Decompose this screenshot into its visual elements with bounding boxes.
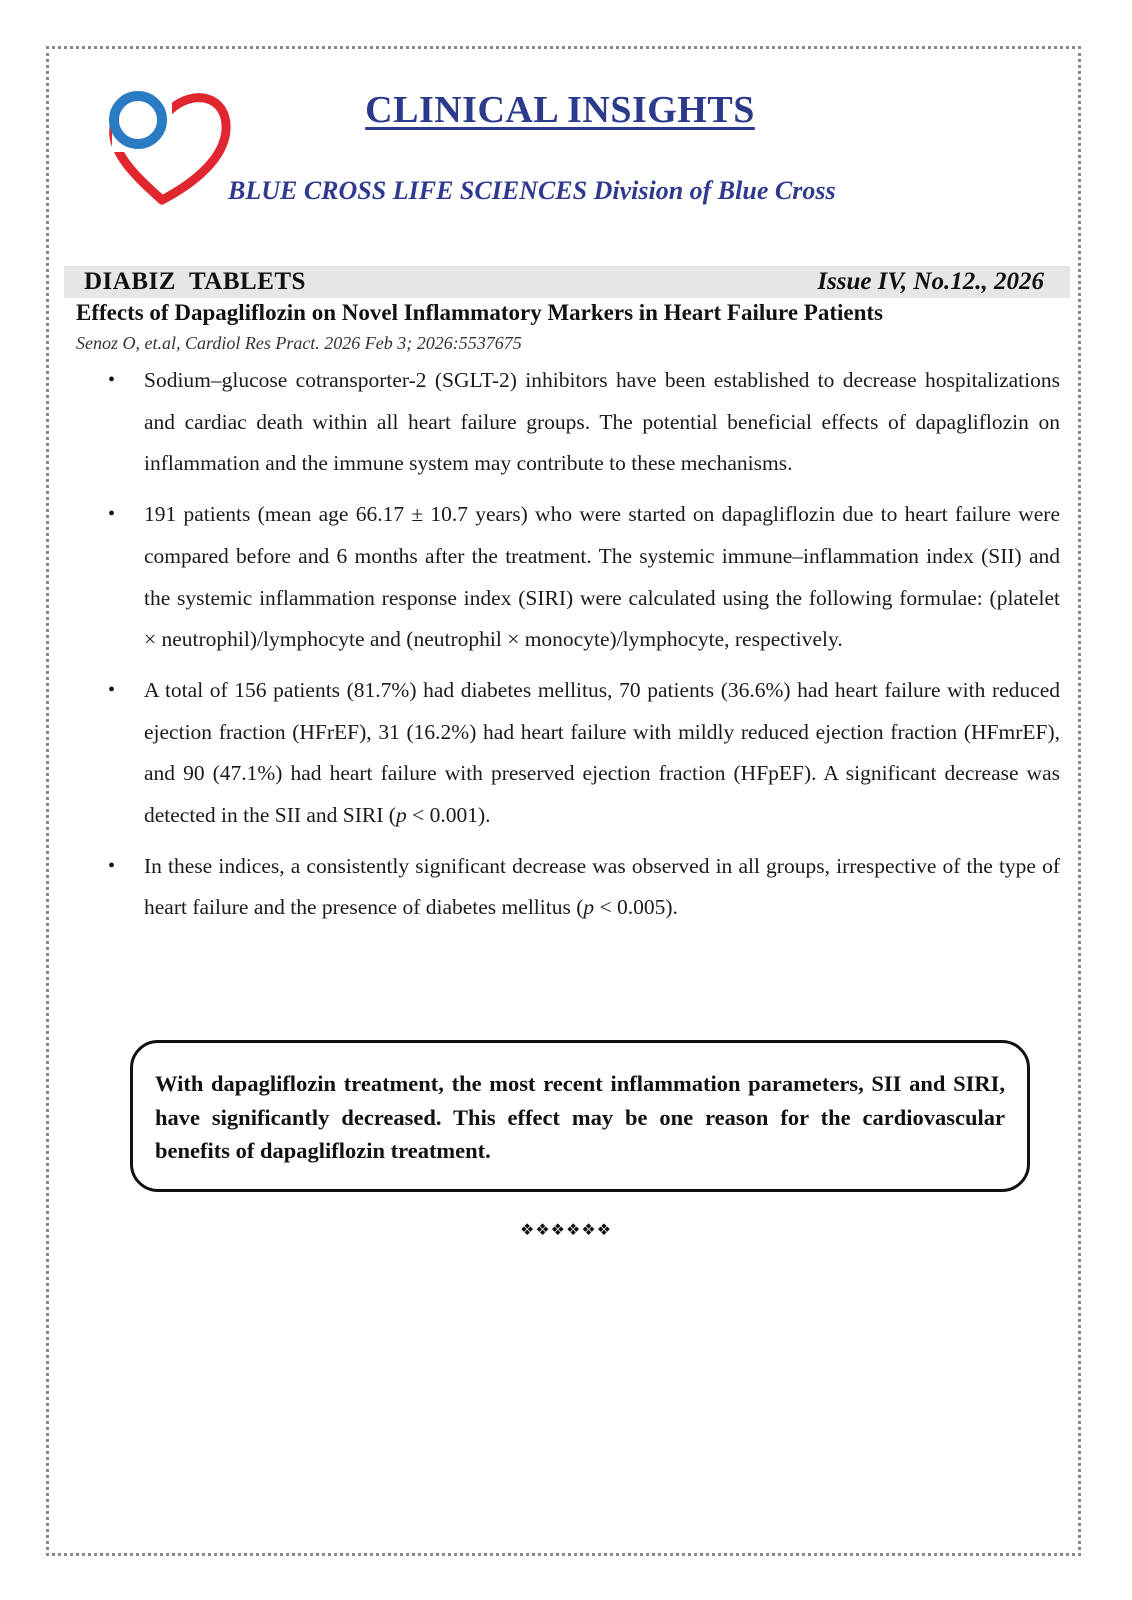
bullet-text: Sodium–glucose cotransporter-2 (SGLT-2) inhibitors have been established to decrease hospitalizations and cardiac death within all heart failure groups. The potential beneficial effects of dapagliflozin on inflammation and the immune system may contribute to these mechanisms. [144,368,1060,476]
bullet-text: A total of 156 patients (81.7%) had diabetes mellitus, 70 patients (36.6%) had heart failure with reduced ejection fraction (HFrEF), 31 (16.2%) had heart failure with mildly reduced ejection fraction (HFmrEF), and 90 (47.1%) had heart failure with preserved ejection fraction (HFpEF). A significant decrease was detected in the SII and SIRI (p < 0.001). [144,677,1060,828]
ornament-divider: ❖❖❖❖❖❖ [519,1220,613,1239]
page-title: CLINICAL INSIGHTS [365,89,755,131]
heart-ring-logo-icon [100,82,235,212]
bullet-text: 191 patients (mean age 66.17 ± 10.7 years) who were started on dapagliflozin due to heart failure were compared before and 6 months after the treatment. The systemic immune–inflammation index (SII) and the systemic inflammation response index (SIRI) were calculated using the following formulae: (platelet × neutrophil)/lymphocyte and (neutrophil × monocyte)/lymphocyte, respectively. [144,502,1060,652]
product-name: DIABIZ TABLETS [84,268,306,295]
bullet-icon: • [108,678,116,701]
conclusion-text: With dapagliflozin treatment, the most recent inflammation parameters, SII and SIRI, have significantly decreased. This effect may be one reason for the cardiovascular benefits of dapagliflozin treatment. [155,1071,1005,1163]
issue-label: Issue IV, No.12., 2026 [817,268,1044,295]
list-item [108,360,1060,485]
bullet-text: In these indices, a consistently significant decrease was observed in all groups, irrespective of the type of heart failure and the presence of diabetes mellitus (p < 0.005). [144,853,1060,920]
publisher-subtitle: BLUE CROSS LIFE SCIENCES Division of Blue Cross [228,176,836,205]
list-item [108,494,1060,661]
article-citation: Senoz O, et.al, Cardiol Res Pract. 2026 Feb 3; 2026:5537675 [76,333,522,353]
article-title: Effects of Dapagliflozin on Novel Inflammatory Markers in Heart Failure Patients [76,300,883,325]
conclusion-box [130,1040,1030,1192]
bullet-list [108,360,1060,938]
bullet-icon: • [108,503,116,526]
list-item [108,670,1060,837]
list-item [108,846,1060,929]
bullet-icon: • [108,854,116,877]
bullet-icon: • [108,369,116,391]
